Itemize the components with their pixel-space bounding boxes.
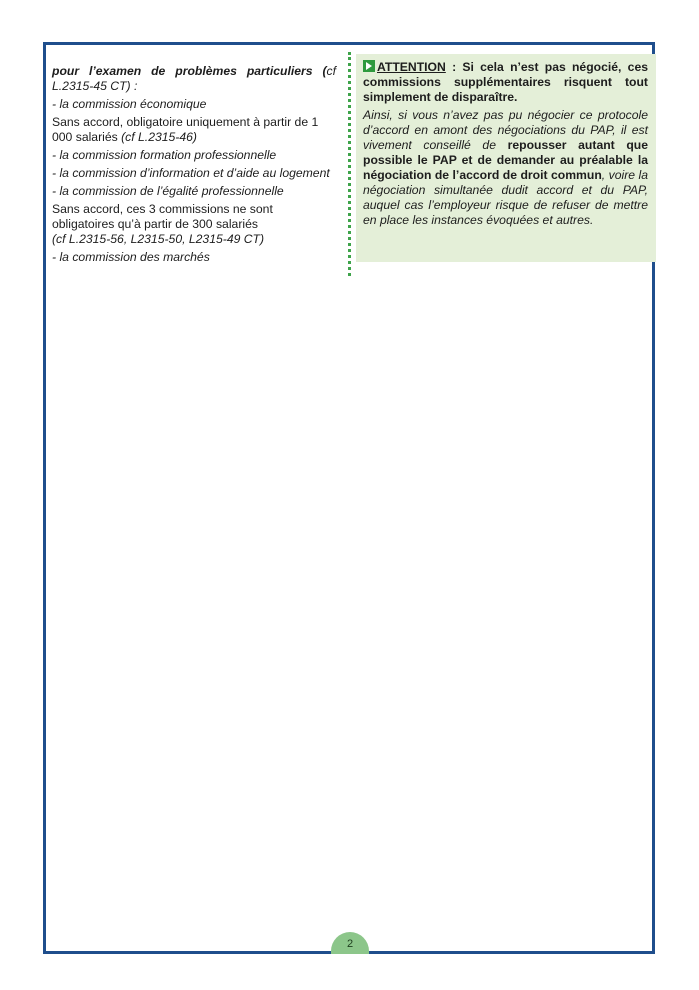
column-divider [348, 52, 351, 276]
list-item-information: - la commission d’information et d’aide au logement [52, 166, 330, 180]
section-heading [52, 64, 336, 94]
left-column [52, 64, 336, 268]
heading-reference: cf L.2315-45 CT) : [52, 64, 336, 93]
attention-paragraph [363, 60, 648, 105]
note-1000-salaries [52, 115, 336, 145]
attention-text: : Si cela n’est pas négocié, ces commissions supplémentaires risquent tout simplement de disparaître. [363, 60, 648, 104]
advice-text-2: , voire la négociation simultanée dudit accord et du PAP, auquel cas l’employeur risque de refuser de mettre en place les instances évoquées et autres. [363, 168, 649, 227]
list-item-economique: - la commission économique [52, 97, 207, 111]
arrow-right-icon [363, 60, 375, 72]
advice-emphasis: repousser autant que possible le PAP et de demander au préalable la négociation de l’accord de droit commun [363, 138, 649, 182]
attention-label: ATTENTION [377, 60, 446, 74]
advice-paragraph [363, 108, 648, 228]
note-300-salaries [52, 202, 336, 247]
note-1000-reference: (cf L.2315-46) [117, 130, 197, 144]
attention-callout [356, 54, 656, 262]
note-300-text: Sans accord, ces 3 commissions ne sont obligatoires qu’à partir de 300 salariés [52, 202, 273, 231]
heading-text: pour l’examen de problèmes particuliers ( [52, 64, 327, 78]
advice-text-1: Ainsi, si vous n’avez pas pu négocier ce protocole d’accord en amont des négociations du PAP, il est vivement conseillé de [363, 108, 648, 152]
note-1000-text: Sans accord, obligatoire uniquement à partir de 1 000 salariés [52, 115, 319, 144]
list-item-formation: - la commission formation professionnelle [52, 148, 277, 162]
page-number: 2 [331, 932, 369, 954]
note-300-reference: (cf L.2315-56, L2315-50, L2315-49 CT) [52, 232, 265, 246]
list-item-marches: - la commission des marchés [52, 250, 210, 264]
list-item-egalite: - la commission de l’égalité professionnelle [52, 184, 284, 198]
